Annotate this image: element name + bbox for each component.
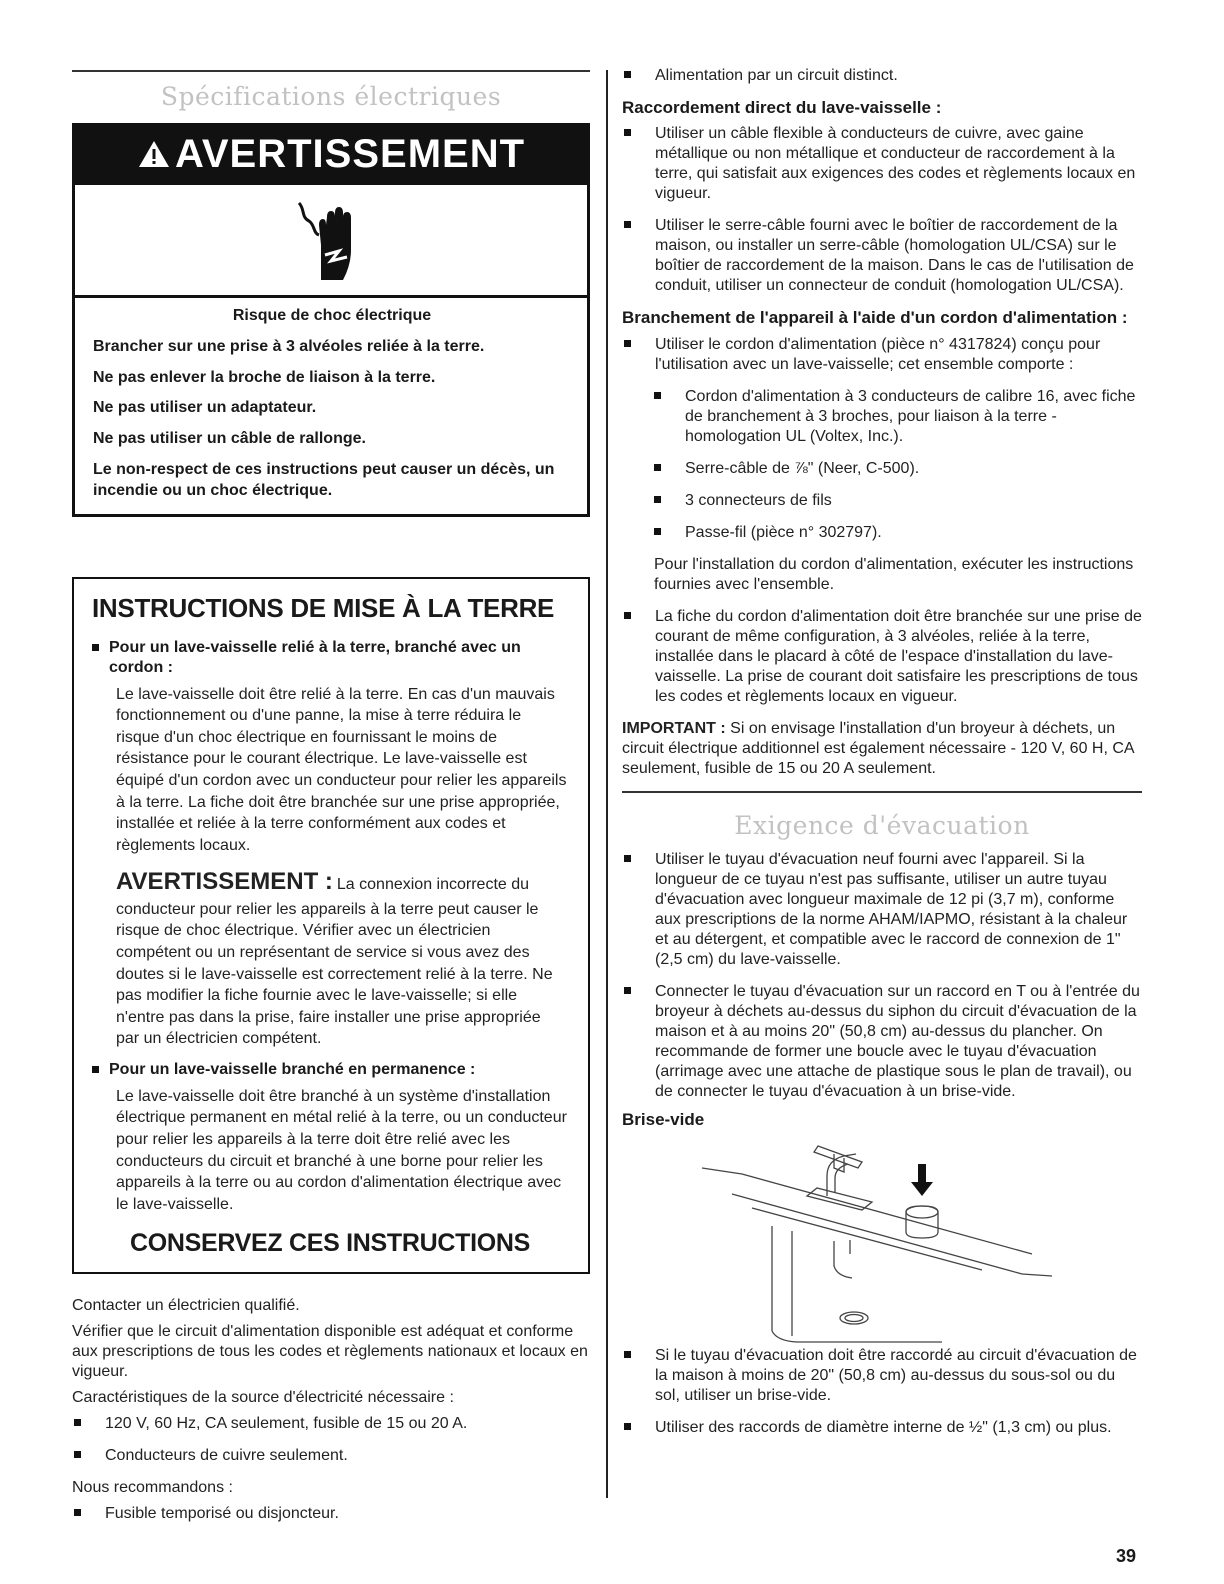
plug-list bbox=[622, 607, 1142, 707]
sink-drawing bbox=[622, 1136, 1142, 1346]
warning-box bbox=[72, 123, 590, 517]
grounding-instructions-box bbox=[72, 577, 590, 1275]
bullet-icon bbox=[654, 496, 661, 503]
bullet-icon bbox=[624, 129, 631, 136]
warning-triangle-icon bbox=[137, 139, 171, 169]
power-cord-list bbox=[622, 335, 1142, 375]
list-item: Conducteurs de cuivre seulement. bbox=[72, 1446, 590, 1466]
power-cord-heading: Branchement de l'appareil à l'aide d'un cordon d'alimentation : bbox=[622, 308, 1128, 328]
bullet-icon bbox=[74, 1419, 81, 1426]
circuit-list bbox=[622, 66, 1142, 86]
section-rule bbox=[72, 70, 590, 72]
bullet-icon bbox=[654, 392, 661, 399]
left-column bbox=[72, 70, 590, 1536]
section-title-drain: Exigence d'évacuation bbox=[734, 810, 1030, 840]
warning-pictogram bbox=[75, 185, 587, 298]
bullet-icon bbox=[624, 1423, 631, 1430]
sink-air-gap-illustration bbox=[622, 1136, 1142, 1346]
warning-line: Ne pas utiliser un câble de rallonge. bbox=[93, 430, 366, 448]
electrical-requirements bbox=[72, 1296, 590, 1524]
list-item: Serre-câble de ⅞" (Neer, C-500). bbox=[622, 459, 1142, 479]
grounding-title: INSTRUCTIONS DE MISE À LA TERRE bbox=[92, 592, 555, 623]
conserve-instructions: CONSERVEZ CES INSTRUCTIONS bbox=[129, 1229, 531, 1258]
air-gap-heading: Brise-vide bbox=[622, 1109, 705, 1129]
bullet-icon bbox=[624, 612, 631, 619]
list-item: La fiche du cordon d'alimentation doit être branchée sur une prise de courant de même configuration, à 3 alvéoles, reliée à la terre, installée dans le placard à côté de l'espace d'installation du lave-vaisselle. La prise de courant doit satisfaire les prescriptions de tous les codes et règlements locaux en vigueur. bbox=[622, 607, 1142, 707]
warning-line: Ne pas enlever la broche de liaison à la terre. bbox=[93, 368, 436, 386]
grounding-bullet: Pour un lave-vaisselle relié à la terre, branché avec un cordon : bbox=[92, 638, 568, 678]
warning-line: Ne pas utiliser un adaptateur. bbox=[93, 399, 317, 417]
list-item: Utiliser un câble flexible à conducteurs de cuivre, avec gaine métallique ou non métallique et conducteur de raccordement à la terre, qui satisfait aux exigences des codes et règlements locaux en vigueur. bbox=[622, 124, 1142, 204]
warning-body bbox=[75, 298, 587, 514]
grounding-paragraph: Le lave-vaisselle doit être relié à la terre. En cas d'un mauvais fonctionnement ou d'une panne, la mise à terre réduira le risque d'un choc électrique en fournissant le moins de résistance pour le courant électrique. Le lave-vaisselle est équipé d'un cordon avec un conducteur pour relier les appareils à la terre. La fiche doit être branchée sur une prise appropriée, installée et reliée à la terre conformément aux codes et règlements locaux. bbox=[116, 685, 567, 854]
page-number: 39 bbox=[1116, 1546, 1137, 1566]
paragraph: Contacter un électricien qualifié. bbox=[72, 1297, 300, 1315]
list-item: Si le tuyau d'évacuation doit être raccordé au circuit d'évacuation de la maison à moins de 20" (50,8 cm) au-dessus du sous-sol ou du sol, utiliser un brise-vide. bbox=[622, 1346, 1142, 1406]
air-gap-list bbox=[622, 1346, 1142, 1438]
list-item: Utiliser des raccords de diamètre interne de ½" (1,3 cm) ou plus. bbox=[622, 1418, 1142, 1438]
direct-connection-list bbox=[622, 124, 1142, 296]
recommend-list bbox=[72, 1504, 590, 1524]
grounding-bullet: Pour un lave-vaisselle branché en permanence : bbox=[92, 1060, 568, 1080]
column-divider bbox=[606, 70, 608, 1498]
bullet-icon bbox=[624, 221, 631, 228]
power-cord-note: Pour l'installation du cordon d'alimentation, exécuter les instructions fournies avec l'ensemble. bbox=[654, 555, 1134, 593]
list-item: Fusible temporisé ou disjoncteur. bbox=[72, 1504, 590, 1524]
direct-connection-heading: Raccordement direct du lave-vaisselle : bbox=[622, 98, 942, 117]
grounding-paragraph: Le lave-vaisselle doit être branché à un système d'installation électrique permanent en métal relié à la terre, ou un conducteur pour relier les appareils à la terre doit être relié avec les conducteurs du circuit et branché à une borne pour relier les appareils à la terre ou au cordon d'alimentation électrique avec le lave-vaisselle. bbox=[116, 1087, 567, 1213]
paragraph: Caractéristiques de la source d'électricité nécessaire : bbox=[72, 1389, 454, 1407]
electric-shock-hand-icon bbox=[291, 195, 371, 285]
list-item: 3 connecteurs de fils bbox=[622, 491, 1142, 511]
grounding-warning-label: AVERTISSEMENT : bbox=[116, 868, 333, 896]
bullet-icon bbox=[624, 987, 631, 994]
bullet-icon bbox=[624, 71, 631, 78]
warning-line: Le non-respect de ces instructions peut causer un décès, un incendie ou un choc électrique. bbox=[93, 460, 555, 499]
bullet-icon bbox=[624, 855, 631, 862]
paragraph: Nous recommandons : bbox=[72, 1479, 233, 1497]
warning-header bbox=[75, 126, 587, 185]
drain-list bbox=[622, 850, 1142, 1102]
bullet-icon bbox=[92, 644, 99, 651]
bullet-icon bbox=[654, 464, 661, 471]
list-item: Utiliser le serre-câble fourni avec le boîtier de raccordement de la maison, ou installer un serre-câble (homologation UL/CSA) sur le boîtier de raccordement de la maison. Dans le cas de l'utilisation de conduit, utiliser un connecteur de conduit (homologation UL/CSA). bbox=[622, 216, 1142, 296]
list-item: Cordon d'alimentation à 3 conducteurs de calibre 16, avec fiche de branchement à 3 broches, pour liaison à la terre - homologation UL (Voltex, Inc.). bbox=[622, 387, 1142, 447]
list-item: Connecter le tuyau d'évacuation sur un raccord en T ou à l'entrée du broyeur à déchets au-dessus du siphon du circuit d'évacuation de la maison et à au moins 20" (50,8 cm) au-dessus du plancher. On recommande de former une boucle avec le tuyau d'évacuation (arrimage avec une attache de plastique sous le plan de travail), ou de connecter le tuyau d'évacuation à un brise-vide. bbox=[622, 982, 1142, 1102]
right-column bbox=[622, 66, 1142, 1450]
list-item: Utiliser le tuyau d'évacuation neuf fourni avec l'appareil. Si la longueur de ce tuyau n'est pas suffisante, utiliser un autre tuyau d'évacuation avec longueur maximale de 12 pi (3,7 m), conforme aux prescriptions de la norme AHAM/IAPMO, résistant à la chaleur et au détergent, et compatible avec le raccord de connexion de 1" (2,5 cm) du lave-vaisselle. bbox=[622, 850, 1142, 970]
important-label: IMPORTANT : bbox=[622, 719, 726, 737]
paragraph: Vérifier que le circuit d'alimentation disponible est adéquat et conforme aux prescriptions de tous les codes et règlements nationaux et locaux en vigueur. bbox=[72, 1323, 588, 1381]
warning-line: Risque de choc électrique bbox=[232, 307, 432, 324]
warning-header-text: AVERTISSEMENT bbox=[174, 132, 526, 176]
list-item: Passe-fil (pièce n° 302797). bbox=[622, 523, 1142, 543]
grounding-warning: AVERTISSEMENT : La connexion incorrecte du conducteur pour relier les appareils à la terre peut causer le risque de choc électrique. Vérifier avec un électricien compétent ou un représentant de service si vous avez des doutes si le lave-vaisselle est correctement relié à la terre. Ne pas modifier la fiche fournie avec le lave-vaisselle; si elle n'entre pas dans la prise, faire installer une prise appropriée par un électricien compétent. bbox=[116, 868, 553, 1048]
list-item: Utiliser le cordon d'alimentation (pièce n° 4317824) conçu pour l'utilisation avec un lave-vaisselle; cet ensemble comporte : bbox=[622, 335, 1142, 375]
power-cord-kit-list bbox=[622, 387, 1142, 543]
section-rule bbox=[622, 791, 1142, 793]
bullet-icon bbox=[74, 1509, 81, 1516]
characteristics-list bbox=[72, 1414, 590, 1466]
list-item: 120 V, 60 Hz, CA seulement, fusible de 15 ou 20 A. bbox=[72, 1414, 590, 1434]
warning-line: Brancher sur une prise à 3 alvéoles reliée à la terre. bbox=[93, 337, 485, 355]
list-item: Alimentation par un circuit distinct. bbox=[622, 66, 1142, 86]
bullet-icon bbox=[654, 528, 661, 535]
bullet-icon bbox=[624, 340, 631, 347]
important-note: IMPORTANT : Si on envisage l'installation d'un broyeur à déchets, un circuit électrique additionnel est également nécessaire - 120 V, 60 H, CA seulement, fusible de 15 ou 20 A seulement. bbox=[622, 719, 1134, 777]
bullet-icon bbox=[74, 1451, 81, 1458]
section-title-electrical: Spécifications électriques bbox=[160, 82, 502, 111]
bullet-icon bbox=[92, 1066, 99, 1073]
bullet-icon bbox=[624, 1351, 631, 1358]
